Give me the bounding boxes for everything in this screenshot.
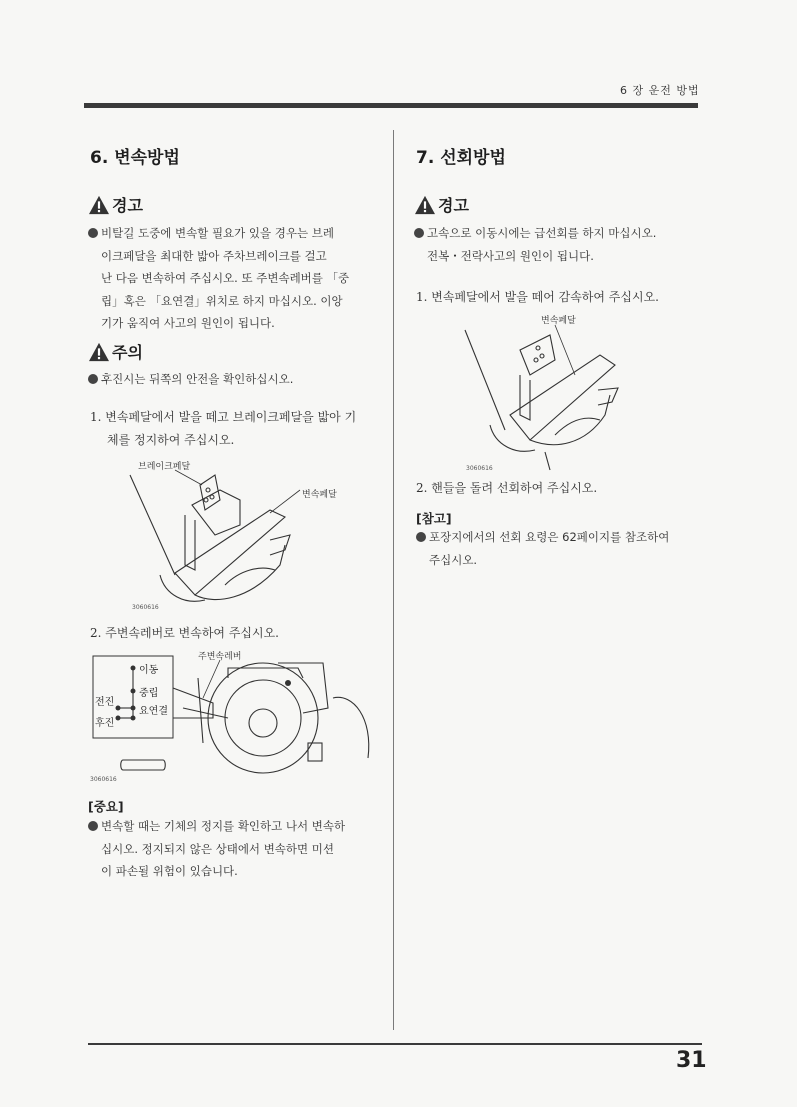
column-divider (393, 130, 394, 1030)
warning-heading (88, 193, 143, 216)
bullet-icon (88, 821, 98, 831)
warning-line: 이크페달을 최대한 밟아 주차브레이크를 걸고 (101, 248, 327, 263)
caution-label: 주의 (112, 343, 143, 362)
warning-line: 립」혹은 「요연결」위치로 하지 마십시오. 이앙 (101, 293, 343, 308)
important-heading: [중요] (88, 799, 124, 814)
caution-heading (88, 340, 143, 363)
warning-label: 경고 (438, 196, 469, 215)
position-pto-label: 요연결 (139, 706, 168, 717)
brake-pedal-label: 브레이크페달 (138, 462, 191, 472)
section-title-turning: 7. 선회방법 (416, 148, 506, 168)
left-step-1: 1. 변속페달에서 발을 떼고 브레이크페달을 밟아 기 체를 정지하여 주십시오. (90, 410, 357, 447)
warning-text (88, 222, 384, 335)
warning-triangle-icon (88, 342, 110, 362)
right-warning-heading (414, 193, 469, 216)
bullet-icon (88, 228, 98, 238)
right-step-1: 1. 변속페달에서 발을 떼어 감속하여 주십시오. (416, 290, 659, 304)
forward-label: 전진 (95, 697, 115, 708)
page-number: 31 (676, 1048, 707, 1073)
position-move-label: 이동 (139, 665, 159, 676)
pedal-figure-left (120, 455, 310, 615)
caution-text: 후진시는 뒤쪽의 안전을 확인하십시오. (88, 368, 293, 391)
right-shift-pedal-label: 변속페달 (541, 316, 576, 326)
figure-code: 3060616 (132, 604, 159, 611)
right-warning-text: 고속으로 이동시에는 급선회를 하지 마십시오. 전복・전락사고의 원인이 됩니다. (414, 222, 704, 267)
reverse-label: 후진 (95, 718, 115, 729)
chapter-header: 6 장 운전 방법 (620, 84, 700, 97)
right-step-2: 2. 핸들을 돌려 선회하여 주십시오. (416, 481, 598, 495)
bullet-icon (416, 532, 426, 542)
figure-code: 3060616 (466, 465, 493, 472)
pedal-figure-right (460, 320, 630, 480)
important-text: 변속할 때는 기체의 정지를 확인하고 나서 변속하 십시오. 정지되지 않은 상태에서 변속하면 미션 이 파손될 위험이 있습니다. (88, 815, 384, 883)
bullet-icon (414, 228, 424, 238)
lever-figure (88, 648, 388, 783)
figure-code: 3060616 (90, 776, 117, 783)
warning-label: 경고 (112, 196, 143, 215)
left-step-2: 2. 주변속레버로 변속하여 주십시오. (90, 626, 279, 640)
header-rule (84, 103, 698, 108)
reference-text: 포장지에서의 선회 요령은 62페이지를 참조하여 주십시오. (416, 526, 706, 571)
main-shift-lever-label: 주변속레버 (198, 652, 242, 662)
bullet-icon (88, 374, 98, 384)
warning-triangle-icon (414, 195, 436, 215)
position-neutral-label: 중립 (139, 688, 159, 699)
reference-heading: [참고] (416, 511, 452, 526)
warning-triangle-icon (88, 195, 110, 215)
warning-line: 기가 움직여 사고의 원인이 됩니다. (101, 316, 275, 330)
footer-rule (88, 1043, 702, 1045)
section-title-shifting: 6. 변속방법 (90, 148, 180, 168)
warning-line: 비탈길 도중에 변속할 필요가 있을 경우는 브레 (88, 222, 384, 245)
shift-pedal-label: 변속페달 (302, 490, 337, 500)
warning-line: 난 다음 변속하여 주십시오. 또 주변속레버를 「중 (101, 271, 350, 285)
